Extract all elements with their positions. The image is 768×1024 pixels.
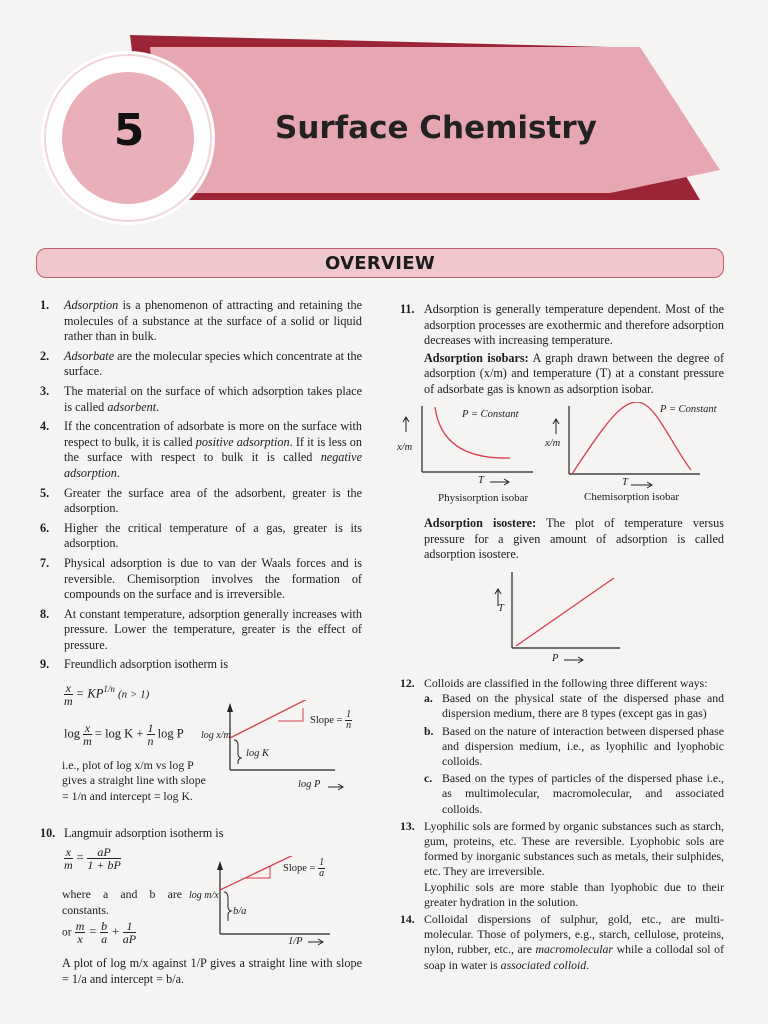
item-12b: b. Based on the nature of interaction between dispersed phase and dispersion medium, i.e., as lyophilic and lyophobic colloids. [424, 723, 724, 769]
langmuir-y-label: log m/x [189, 890, 219, 901]
langmuir-equation-2: or $\frac{m}{x}$ = $\frac{b}{a}$ + $\frac{1}{aP}$ [62, 919, 137, 946]
chemisorption-x-label: T [622, 477, 628, 488]
chapter-number: 5 [113, 105, 145, 156]
item-4: 4. If the concentration of adsorbate is more on the surface with respect to bulk, it is called positive adsorption. If it is less on the surface with respect to bulk it is called negative adsorption. [40, 419, 362, 480]
langmuir-equation-1: $\frac{x}{m}$ = $\frac{aP}{1 + bP}$ [64, 845, 121, 872]
item-12a: a. Based on the physical state of the dispersed phase and dispersion medium, there are 8 types (except gas in gas) [424, 691, 724, 721]
item-10: 10. Langmuir adsorption isotherm is [40, 826, 224, 840]
langmuir-intercept-label: b/a [233, 906, 247, 917]
physisorption-pressure-label: P = Constant [462, 409, 519, 420]
item-2: 2. Adsorbate are the molecular species which concentrate at the surface. [40, 348, 362, 379]
langmuir-graph [190, 856, 360, 951]
physisorption-x-label: T [478, 475, 484, 486]
freundlich-explanation: i.e., plot of log x/m vs log P gives a straight line with slope = 1/n and intercept = log K. [62, 758, 206, 803]
langmuir-x-label: 1/P [288, 936, 303, 947]
freundlich-slope-label: Slope = $\frac{1}{n}$ [310, 709, 352, 731]
langmuir-constants-text: where a and b are constants. [62, 887, 182, 917]
langmuir-plot-text: A plot of log m/x against 1/P gives a straight line with slope = 1/a and intercept = b/a. [62, 956, 362, 986]
overview-heading: OVERVIEW [324, 253, 436, 274]
item-8: 8. At constant temperature, adsorption generally increases with pressure. Lower the temperature, greater is the effect of pressure. [40, 606, 362, 652]
item-5: 5. Greater the surface area of the adsorbent, greater is the adsorption. [40, 485, 362, 516]
freundlich-equation-2: log $\frac{x}{m}$ = log K + $\frac{1}{n}$ log P [64, 721, 184, 748]
freundlich-equation-1: $\frac{x}{m}$ = $KP^{1/n}$ (n > 1) [64, 681, 150, 708]
chemisorption-pressure-label: P = Constant [660, 404, 717, 415]
item-12c: c. Based on the types of particles of the dispersed phase i.e., as multimolecular, macromolecular, and associated colloids. [424, 771, 724, 816]
freundlich-y-label: log x/m [201, 730, 231, 741]
freundlich-intercept-label: log K [246, 748, 270, 759]
left-column [40, 298, 362, 677]
freundlich-x-label: log P [298, 779, 321, 790]
isostere-y-label: T [498, 603, 504, 614]
item-7: 7. Physical adsorption is due to van der Waals forces and is reversible. Chemisorption involves the formation of compounds on the surface and is irreversible. [40, 555, 362, 602]
item-11: 11. Adsorption is generally temperature dependent. Most of the adsorption processes are exothermic and therefore adsorption decreases with increasing temperature. Adsorption isobars: A graph drawn between the degree of adsorption (x/m) and temperature (T) at a constant pressure of adsorbate gas is known as adsorption isobar. [400, 302, 725, 396]
physisorption-caption: Physisorption isobar [438, 492, 529, 504]
item-6: 6. Higher the critical temperature of a gas, greater is its adsorption. [40, 520, 362, 551]
langmuir-slope-label: Slope = $\frac{1}{a}$ [283, 857, 325, 879]
item-13: 13. Lyophilic sols are formed by organic substances such as starch, gum, proteins, etc. These are reversible. Lyophobic sols are formed by inorganic substances such as metals, their sulphides, etc. They are irreversible. Lyophilic sols are more stable than lyophobic due to their greater hydration in the solution. [400, 818, 724, 909]
item-1: 1. Adsorption is a phenomenon of attracting and retaining the molecules of a substance at the surface of a solid or liquid rather than in bulk. [40, 298, 362, 344]
item-12: 12. Colloids are classified in the following three different ways: [400, 676, 708, 690]
item-3: 3. The material on the surface of which adsorption takes place is called adsorbent. [40, 383, 362, 414]
right-column-lower [400, 676, 724, 973]
chemisorption-caption: Chemisorption isobar [584, 491, 680, 503]
adsorption-isostere-text: Adsorption isostere: The plot of temperature versus pressure for a given amount of adsorption is called adsorption isostere. [424, 516, 724, 562]
isostere-x-label: P [552, 653, 559, 664]
chemisorption-y-label: x/m [545, 438, 561, 449]
chapter-title: Surface Chemistry [275, 110, 597, 146]
item-14: 14. Colloidal dispersions of sulphur, gold, etc., are multi-molecular. Those of polymers, e.g., starch, cellulose, proteins, nylon, rubber, etc., are macromolecular while a collodal sol of soap in water is associated colloid. [400, 912, 724, 972]
item-9: 9. Freundlich adsorption isotherm is [40, 657, 229, 672]
physisorption-y-label: x/m [397, 442, 413, 453]
